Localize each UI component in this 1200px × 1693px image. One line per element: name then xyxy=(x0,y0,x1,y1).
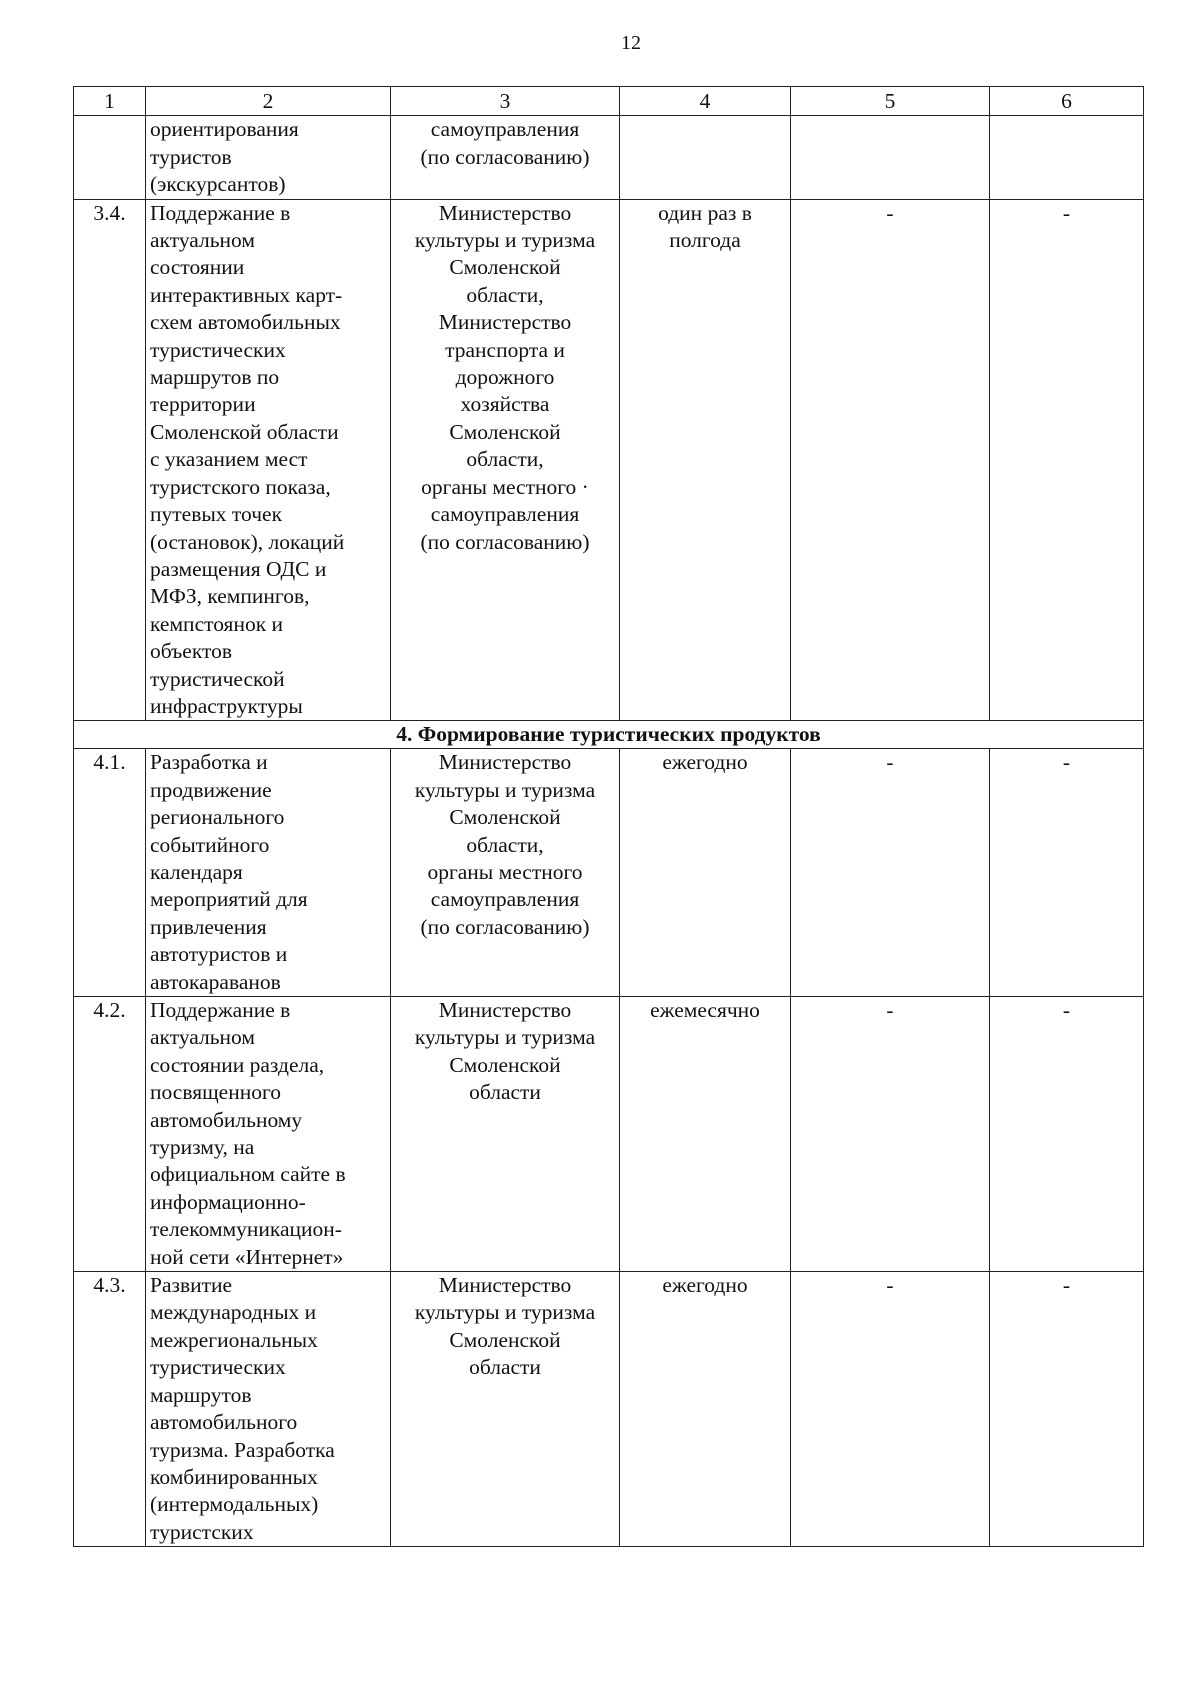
text-line: туристической xyxy=(150,666,285,691)
text-line: дорожного xyxy=(455,365,555,390)
text-line: Поддержание в xyxy=(150,998,291,1022)
text-line: территории xyxy=(150,392,256,417)
text-line: информационно- xyxy=(150,1189,306,1214)
text-line: полгода xyxy=(669,228,741,253)
executor-cell xyxy=(391,749,620,997)
text-line: туристических xyxy=(150,1355,286,1380)
text-line: области, xyxy=(466,832,544,857)
header-cell: 6 xyxy=(990,87,1144,116)
text-line: автокараванов xyxy=(150,969,281,994)
text-line: ежегодно xyxy=(662,750,748,775)
measure-cell xyxy=(146,1272,391,1547)
text-line: Смоленской xyxy=(449,419,561,444)
header-cell: 3 xyxy=(391,87,620,116)
text-line: туристов xyxy=(150,144,232,169)
table-row xyxy=(74,199,1144,721)
measure-cell xyxy=(146,749,391,997)
text-line: размещения ОДС и xyxy=(150,556,327,581)
text-line: области xyxy=(469,1355,541,1380)
text-line: ежемесячно xyxy=(650,998,760,1022)
text-line: календаря xyxy=(150,859,243,884)
col5-cell: - xyxy=(791,1272,990,1547)
text-line: инфраструктуры xyxy=(150,693,303,718)
measure-cell xyxy=(146,199,391,721)
text-line: официальном сайте в xyxy=(150,1162,346,1187)
period-cell xyxy=(620,199,791,721)
col6-cell xyxy=(990,116,1144,199)
text-line: Смоленской xyxy=(449,1327,561,1352)
header-cell: 4 xyxy=(620,87,791,116)
text-line: актуальном xyxy=(150,1025,256,1050)
text-line: Смоленской xyxy=(449,255,561,280)
row-number xyxy=(74,116,146,199)
col5-cell: - xyxy=(791,749,990,997)
text-line: привлечения xyxy=(150,914,267,939)
executor-cell xyxy=(391,997,620,1272)
text-line: (по согласованию) xyxy=(420,529,590,554)
text-line: туристского показа, xyxy=(150,474,331,499)
page-number: 12 xyxy=(621,32,641,54)
text-line: самоуправления xyxy=(430,887,580,912)
text-line: автомобильного xyxy=(150,1410,298,1435)
header-row xyxy=(74,87,1144,116)
text-line: ной сети «Интернет» xyxy=(150,1244,344,1269)
text-line: области xyxy=(469,1080,541,1105)
text-line: Министерство xyxy=(438,200,572,225)
measure-cell xyxy=(146,997,391,1272)
table-row xyxy=(74,116,1144,199)
col6-cell: - xyxy=(990,997,1144,1272)
executor-cell xyxy=(391,199,620,721)
text-line: транспорта и xyxy=(445,337,565,362)
text-line: комбинированных xyxy=(150,1464,318,1489)
text-line: Развитие xyxy=(150,1273,233,1298)
text-line: международных и xyxy=(150,1300,317,1325)
text-line: самоуправления xyxy=(430,502,580,527)
text-line: маршрутов по xyxy=(150,365,280,390)
text-line: межрегиональных xyxy=(150,1327,318,1352)
period-cell xyxy=(620,997,791,1272)
text-line: кемпстоянок и xyxy=(150,611,284,636)
row-number: 4.2. xyxy=(74,997,146,1272)
text-line: туризма. Разработка xyxy=(150,1437,335,1462)
text-line: Смоленской xyxy=(449,805,561,830)
row-number: 3.4. xyxy=(74,199,146,721)
text-line: один раз в xyxy=(658,200,752,225)
row-number: 4.3. xyxy=(74,1272,146,1547)
text-line: мероприятий для xyxy=(150,887,308,912)
col5-cell: - xyxy=(791,997,990,1272)
text-line: культуры и туризма xyxy=(414,228,596,253)
text-line: Министерство xyxy=(438,1273,572,1298)
text-line: области, xyxy=(466,282,544,307)
col6-cell: - xyxy=(990,749,1144,997)
text-line: Смоленской xyxy=(449,1052,561,1077)
text-line: Министерство xyxy=(438,998,572,1022)
text-line: (по согласованию) xyxy=(420,144,590,169)
period-cell xyxy=(620,116,791,199)
col6-cell: - xyxy=(990,1272,1144,1547)
executor-cell xyxy=(391,1272,620,1547)
col5-cell: - xyxy=(791,199,990,721)
text-line: области, xyxy=(466,447,544,472)
text-line: (по согласованию) xyxy=(420,914,590,939)
text-line: Смоленской области xyxy=(150,419,339,444)
text-line: культуры и туризма xyxy=(414,1300,596,1325)
text-line: хозяйства xyxy=(460,392,550,417)
text-line: маршрутов xyxy=(150,1382,252,1407)
text-line: состоянии xyxy=(150,255,245,280)
col5-cell xyxy=(791,116,990,199)
period-cell xyxy=(620,749,791,997)
section-row xyxy=(74,721,1144,749)
text-line: регионального xyxy=(150,805,285,830)
text-line: автотуристов и xyxy=(150,942,288,967)
text-line: ориентирования xyxy=(150,117,299,142)
header-cell: 2 xyxy=(146,87,391,116)
text-line: туристских xyxy=(150,1519,254,1544)
period-cell xyxy=(620,1272,791,1547)
text-line: телекоммуникацион- xyxy=(150,1217,342,1242)
text-line: ежегодно xyxy=(662,1273,748,1298)
text-line: туристических xyxy=(150,337,286,362)
text-line: (экскурсантов) xyxy=(150,172,286,197)
text-line: посвященного xyxy=(150,1080,281,1105)
text-line: туризму, на xyxy=(150,1135,255,1160)
text-line: путевых точек xyxy=(150,502,283,527)
text-line: МФЗ, кемпингов, xyxy=(150,584,310,609)
text-line: Министерство xyxy=(438,310,572,335)
text-line: Разработка и xyxy=(150,750,268,775)
table-row xyxy=(74,1272,1144,1547)
text-line: культуры и туризма xyxy=(414,777,596,802)
text-line: схем автомобильных xyxy=(150,310,341,335)
table-row xyxy=(74,997,1144,1272)
text-line: состоянии раздела, xyxy=(150,1052,325,1077)
text-line: (остановок), локаций xyxy=(150,529,345,554)
text-line: органы местного xyxy=(427,859,583,884)
measure-cell xyxy=(146,116,391,199)
plan-table xyxy=(73,86,1144,1547)
text-line: Министерство xyxy=(438,750,572,775)
text-line: самоуправления xyxy=(430,117,580,142)
section-title: 4. Формирование туристических продуктов xyxy=(74,721,1144,749)
text-line: Поддержание в xyxy=(150,200,291,225)
col6-cell: - xyxy=(990,199,1144,721)
text-line: событийного xyxy=(150,832,270,857)
text-line: (интермодальных) xyxy=(150,1492,319,1517)
header-cell: 1 xyxy=(74,87,146,116)
row-number: 4.1. xyxy=(74,749,146,997)
text-line: актуальном xyxy=(150,228,256,253)
header-cell: 5 xyxy=(791,87,990,116)
executor-cell xyxy=(391,116,620,199)
text-line: культуры и туризма xyxy=(414,1025,596,1050)
text-line: с указанием мест xyxy=(150,447,308,472)
text-line: органы местного · xyxy=(421,474,589,499)
table-row xyxy=(74,749,1144,997)
text-line: интерактивных карт- xyxy=(150,282,343,307)
text-line: автомобильному xyxy=(150,1107,303,1132)
text-line: объектов xyxy=(150,639,232,664)
text-line: продвижение xyxy=(150,777,272,802)
